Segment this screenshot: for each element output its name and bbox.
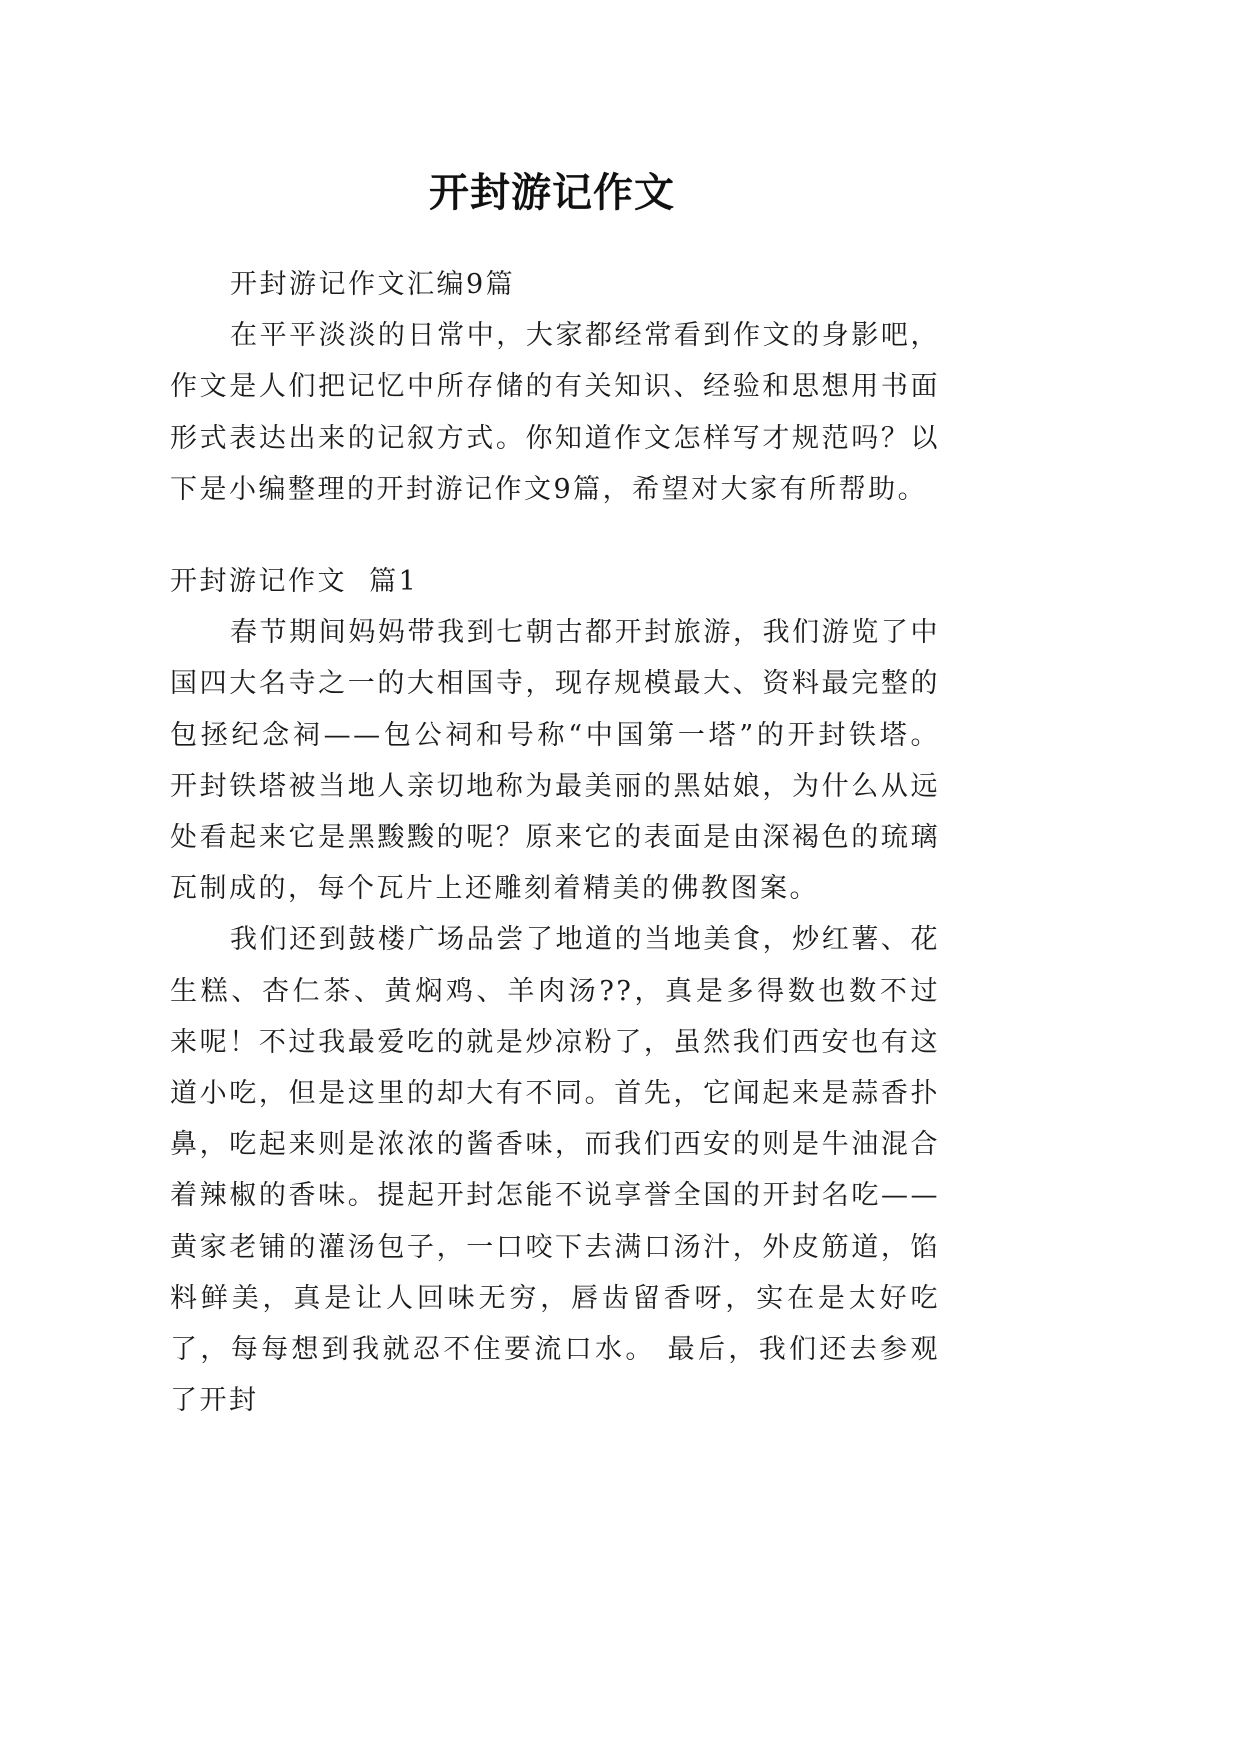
document-body [170,259,940,1426]
document-title: 开封游记作文 [429,168,675,216]
body-paragraph-2: 我们还到鼓楼广场品尝了地道的当地美食，炒红薯、花生糕、杏仁茶、黄焖鸡、羊肉汤??，真是多得数也数不过来呢！不过我最爱吃的就是炒凉粉了，虽然我们西安也有这道小吃，但是这里的却大有不同。首先，它闻起来是蒜香扑鼻，吃起来则是浓浓的酱香味，而我们西安的则是牛油混合着辣椒的香味。提起开封怎能不说享誉全国的开封名吃——黄家老铺的灌汤包子，一口咬下去满口汤汁，外皮筋道，馅料鲜美，真是让人回味无穷，唇齿留香呀，实在是太好吃了，每每想到我就忍不住要流口水。 最后，我们还去参观了开封 [170,924,940,1417]
section-heading: 开封游记作文 篇1 [170,566,419,598]
body-paragraph-1: 春节期间妈妈带我到七朝古都开封旅游，我们游览了中国四大名寺之一的大相国寺，现存规模最大、资料最完整的包拯纪念祠——包公祠和号称“中国第一塔”的开封铁塔。开封铁塔被当地人亲切地称为最美丽的黑姑娘，为什么从远处看起来它是黑黢黢的呢？原来它的表面是由深褐色的琉璃瓦制成的，每个瓦片上还雕刻着精美的佛教图案。 [170,617,940,905]
document-subtitle: 开封游记作文汇编9篇 [230,269,516,300]
intro-paragraph: 在平平淡淡的日常中，大家都经常看到作文的身影吧，作文是人们把记忆中所存储的有关知识、经验和思想用书面形式表达出来的记叙方式。你知道作文怎样写才规范吗？以下是小编整理的开封游记作文9篇，希望对大家有所帮助。 [170,320,940,505]
